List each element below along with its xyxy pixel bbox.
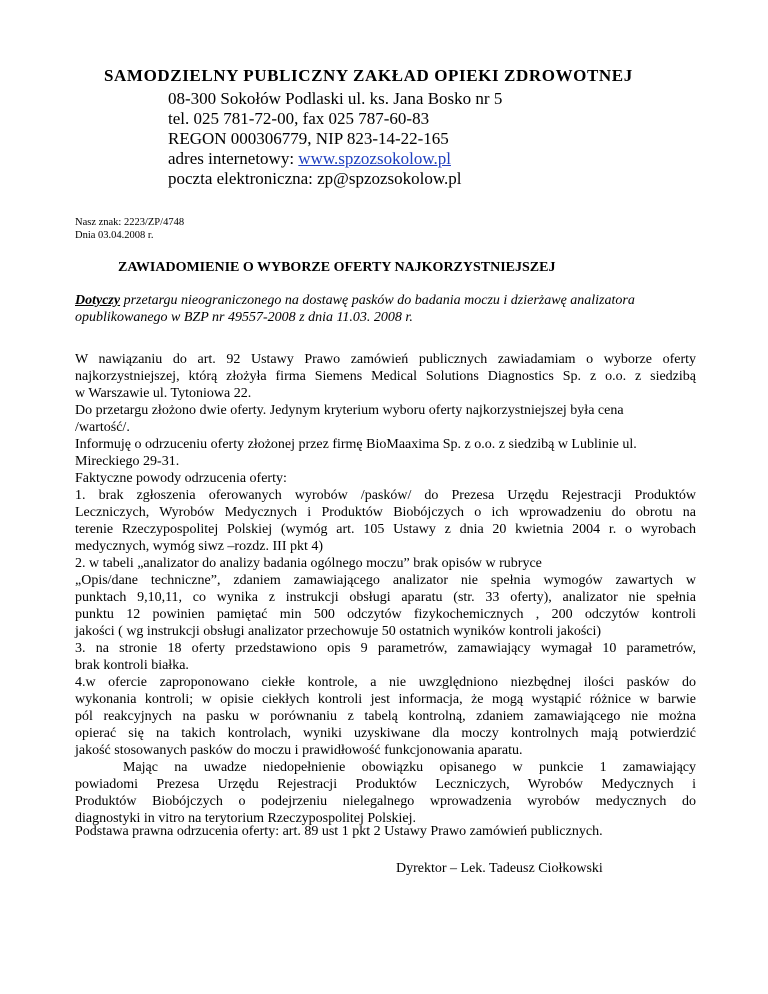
legal-basis: Podstawa prawna odrzucenia oferty: art. 89 ust 1 pkt 2 Ustawy Prawo zamówień publicznych. bbox=[75, 824, 603, 839]
body-line: /wartość/. bbox=[75, 420, 130, 435]
body-line: opierać się na takich kontrolach, wyniki uzyskiwane dla moczy kontrolnych mają potwierdzić bbox=[75, 726, 696, 741]
body-line: jakości ( wg instrukcji obsługi analizator przechowuje 50 ostatnich wyników kontroli jakości) bbox=[75, 624, 602, 639]
reference-number: Nasz znak: 2223/ZP/4748 bbox=[75, 217, 185, 228]
body-line: powiadomi Prezesa Urzędu Rejestracji Produktów Leczniczych, Wyrobów Medycznych i bbox=[75, 777, 696, 792]
notice-subject bbox=[75, 292, 715, 326]
body-line: w Warszawie ul. Tytoniowa 22. bbox=[75, 386, 252, 401]
body-line: brak kontroli białka. bbox=[75, 658, 189, 673]
subject-label: Dotyczy bbox=[75, 293, 121, 308]
organization-name: SAMODZIELNY PUBLICZNY ZAKŁAD OPIEKI ZDROWOTNEJ bbox=[104, 66, 633, 85]
body-line: najkorzystniejszej, którą złożyła firma Siemens Medical Solutions Diagnostics Sp. z o.o. z siedzibą bbox=[75, 369, 696, 384]
notice-title: ZAWIADOMIENIE O WYBORZE OFERTY NAJKORZYSTNIEJSZEJ bbox=[118, 260, 556, 275]
body-line: 1. brak zgłoszenia oferowanych wyrobów /pasków/ do Prezesa Urzędu Rejestracji Produktów bbox=[75, 488, 696, 503]
body-line: Mireckiego 29-31. bbox=[75, 454, 180, 469]
body-line: Faktyczne powody odrzucenia oferty: bbox=[75, 471, 287, 486]
body-line: Produktów Biobójczych o podejrzeniu nielegalnego wprowadzenia wyrobów medycznych do bbox=[75, 794, 696, 809]
body-line: 3. na stronie 18 oferty przedstawiono opis 9 parametrów, zamawiający wymagał 10 parametrów, bbox=[75, 641, 696, 656]
body-line: wykonania kontroli; w opisie ciekłych kontroli jest informacja, że mogą wystąpić różnice w barwie bbox=[75, 692, 696, 707]
body-line: pól reakcyjnych na pasku w porównaniu z tabelą kontrolną, zdaniem zamawiającego nie można bbox=[75, 709, 696, 724]
body-line: Informuję o odrzuceniu oferty złożonej przez firmę BioMaaxima Sp. z o.o. z siedzibą w Lublinie ul. bbox=[75, 437, 637, 452]
body-line: Do przetargu złożono dwie oferty. Jedynym kryterium wyboru oferty najkorzystniejszej była cena bbox=[75, 403, 624, 418]
body-line: 2. w tabeli „analizator do analizy badania ogólnego moczu” brak opisów w rubryce bbox=[75, 556, 542, 571]
organization-phone: tel. 025 781-72-00, fax 025 787-60-83 bbox=[168, 109, 430, 128]
body-line: Leczniczych, Wyrobów Medycznych i Produktów Biobójczych o ich wprowadzeniu do obrotu na bbox=[75, 505, 696, 520]
body-line: terenie Rzeczypospolitej Polskiej (wymóg art. 105 Ustawy z dnia 20 kwietnia 2004 r. o wyrobach bbox=[75, 522, 696, 537]
body-line: „Opis/dane techniczne”, zdaniem zamawiającego analizator nie spełnia wymogów zawartych w bbox=[75, 573, 696, 588]
body-line: 4.w ofercie zaproponowano ciekłe kontrole, a nie uwzględniono niezbędnej ilości pasków do bbox=[75, 675, 696, 690]
organization-website bbox=[168, 149, 608, 169]
website-link[interactable]: www.spzozsokolow.pl bbox=[298, 149, 451, 168]
body-line: W nawiązaniu do art. 92 Ustawy Prawo zamówień publicznych zawiadamiam o wyborze oferty bbox=[75, 352, 696, 367]
body-line: Mając na uwadze niedopełnienie obowiązku opisanego w punkcie 1 zamawiający bbox=[123, 760, 696, 775]
body-line: medycznych, wymóg siwz –rozdz. III pkt 4) bbox=[75, 539, 324, 554]
document-date: Dnia 03.04.2008 r. bbox=[75, 230, 154, 241]
body-line: diagnostyki in vitro na terytorium Rzeczypospolitej Polskiej. bbox=[75, 811, 417, 826]
organization-regon: REGON 000306779, NIP 823-14-22-165 bbox=[168, 129, 449, 148]
body-line: jakość stosowanych pasków do moczu i prawidłowość funkcjonowania aparatu. bbox=[75, 743, 523, 758]
organization-email: poczta elektroniczna: zp@spzozsokolow.pl bbox=[168, 169, 462, 188]
body-line: punktach 9,10,11, co wynika z instrukcji obsługi aparatu (str. 33 oferty), analizator nie spełnia bbox=[75, 590, 696, 605]
signature: Dyrektor – Lek. Tadeusz Ciołkowski bbox=[396, 861, 603, 876]
website-label: adres internetowy: bbox=[168, 149, 299, 168]
organization-address: 08-300 Sokołów Podlaski ul. ks. Jana Bosko nr 5 bbox=[168, 89, 503, 108]
body-line: punktu 12 powinien pamiętać min 500 odczytów fizykochemicznych , 200 odczytów kontroli bbox=[75, 607, 696, 622]
subject-text: przetargu nieograniczonego na dostawę pasków do badania moczu i dzierżawę analizatora opublikowanego w BZP nr 49557-2008 z dnia 11.03. 2008 r. bbox=[75, 293, 635, 325]
